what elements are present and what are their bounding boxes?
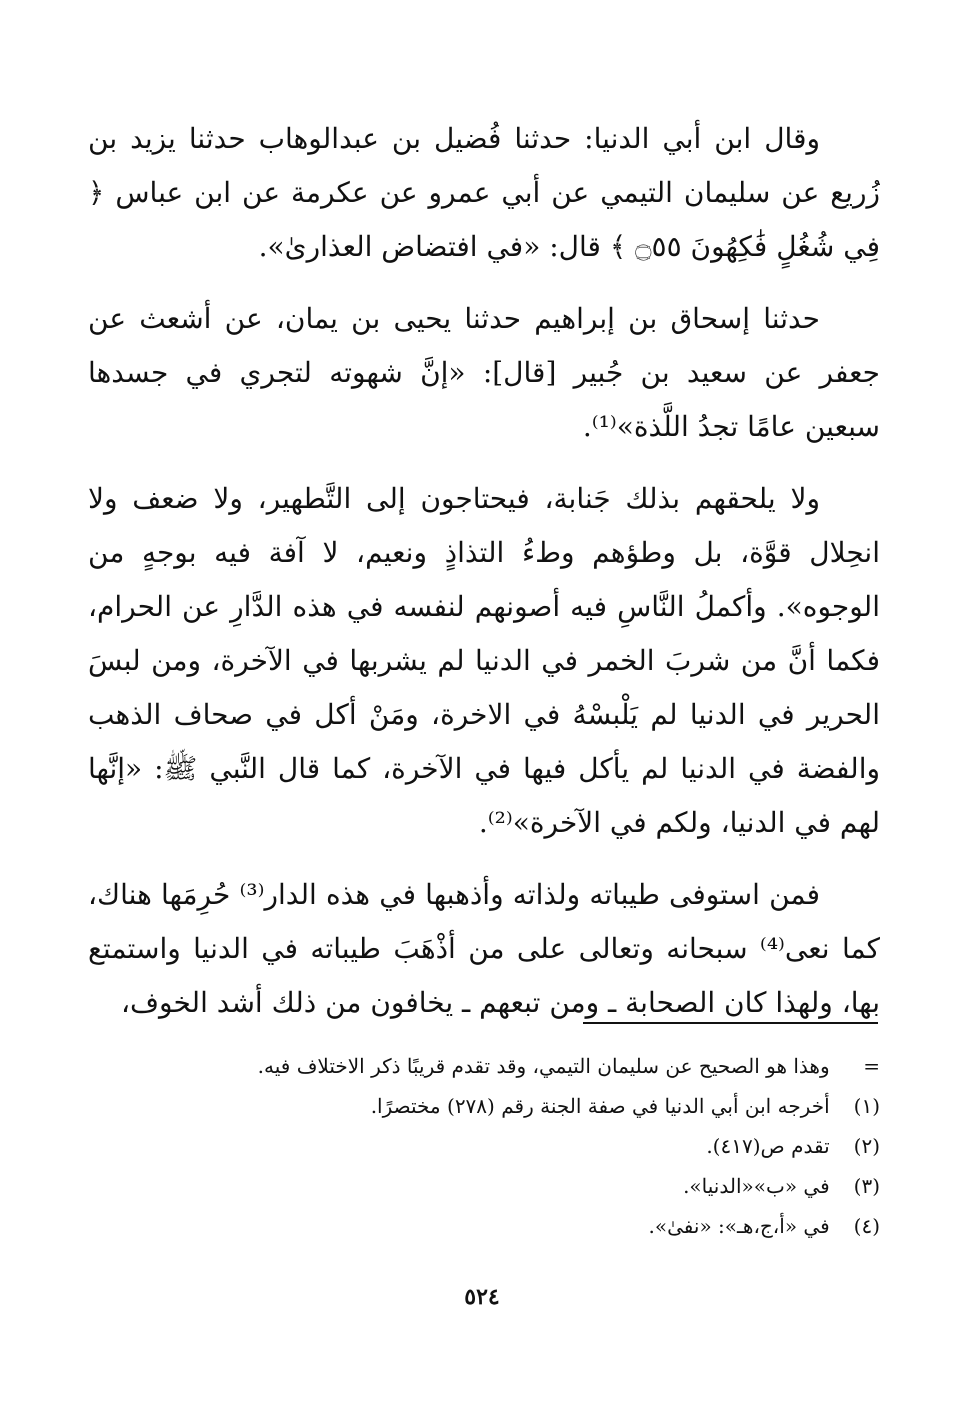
footnote-2	[88, 1126, 880, 1166]
footnote-text: تقدم ص(٤١٧).	[706, 1134, 830, 1158]
footnote-3	[88, 1166, 880, 1206]
footnote-number: (٤)	[853, 1214, 880, 1238]
footnote-number: (٢)	[853, 1134, 880, 1158]
footnotes	[88, 1046, 880, 1246]
main-text	[88, 112, 880, 1048]
footnote-number: (٣)	[853, 1174, 880, 1198]
footnote-1	[88, 1086, 880, 1126]
footnote-text: في «ب»«الدنيا».	[683, 1174, 830, 1198]
footnote-marker: =	[863, 1054, 880, 1078]
paragraph-1: وقال ابن أبي الدنيا: حدثنا فُضيل بن عبدالوهاب حدثنا يزيد بن زُريع عن سليمان التيمي عن أبي عمرو عن عكرمة عن ابن عباس ﴿ فِي شُغُلٍ فَٰكِهُونَ ۝٥٥ ﴾ قال: «في افتضاض العذارىٰ».	[88, 122, 880, 263]
footnote-4	[88, 1206, 880, 1246]
paragraph-4: فمن استوفى طيباته ولذاته وأذهبها في هذه الدار⁽³⁾ حُرِمَها هناك، كما نعى⁽⁴⁾ سبحانه وتعالى على من أذْهَبَ طيباته في الدنيا واستمتع بها، ولهذا كان الصحابة ـ ومن تبعهم ـ يخافون من ذلك أشد الخوف،	[88, 878, 880, 1019]
footnote-text: في «أ،ج،هـ»: «نفىٰ».	[648, 1214, 830, 1238]
footnote-text: وهذا هو الصحيح عن سليمان التيمي، وقد تقدم قريبًا ذكر الاختلاف فيه.	[257, 1054, 830, 1078]
footnote-continuation	[88, 1046, 880, 1086]
footnote-text: أخرجه ابن أبي الدنيا في صفة الجنة رقم (٢٧٨) مختصرًا.	[370, 1094, 830, 1118]
page-number: ٥٢٤	[464, 1284, 500, 1310]
footnote-separator	[583, 1022, 878, 1024]
paragraph-2: حدثنا إسحاق بن إبراهيم حدثنا يحيى بن يمان، عن أشعث عن جعفر عن سعيد بن جُبير [قال]: «إنَّ شهوته لتجري في جسدها سبعين عامًا تجدُ اللَّذة»⁽¹⁾.	[88, 302, 880, 443]
paragraph-3: ولا يلحقهم بذلك جَنابة، فيحتاجون إلى التَّطهير، ولا ضعف ولا انحِلال قوَّة، بل وطؤهم وطءُ التذاذٍ ونعيم، لا آفة فيه بوجهٍ من الوجوه». وأكملُ النَّاسِ فيه أصونهم لنفسه في هذه الدَّارِ عن الحرام، فكما أنَّ من شربَ الخمر في الدنيا لم يشربها في الآخرة، ومن لبسَ الحرير في الدنيا لم يَلْبسْهُ في الاخرة، ومَنْ أكل في صحاف الذهب والفضة في الدنيا لم يأكل فيها في الآخرة، كما قال النَّبي ﷺ: «إنَّها لهم في الدنيا، ولكم في الآخرة»⁽²⁾.	[88, 482, 880, 839]
footnote-number: (١)	[853, 1094, 880, 1118]
